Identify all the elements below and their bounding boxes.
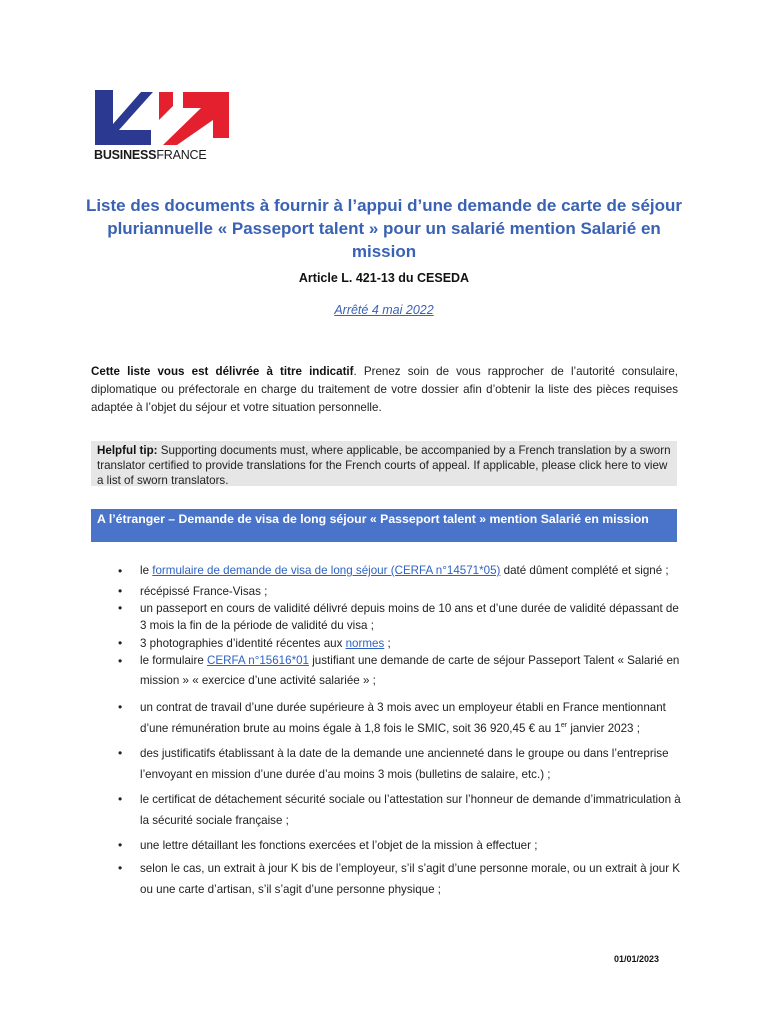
business-france-logo — [93, 88, 233, 162]
helpful-tip-box — [91, 441, 677, 486]
cerfa-14571-link[interactable]: formulaire de demande de visa de long séjour (CERFA n°14571*05) — [152, 564, 501, 577]
tip-label: Helpful tip: — [97, 444, 158, 457]
page-title: Liste des documents à fournir à l’appui d’une demande de carte de séjour pluriannuelle « Passeport talent » pour un salarié mention Salarié en mission — [85, 196, 683, 261]
section-heading: A l’étranger – Demande de visa de long séjour « Passeport talent » mention Salarié en mission — [91, 509, 677, 542]
arrete-link[interactable]: Arrêté 4 mai 2022 — [334, 303, 434, 317]
normes-link[interactable]: normes — [345, 637, 385, 650]
list-item: • un passeport en cours de validité délivré depuis moins de 10 ans et d’une durée de validité dépassant de 3 mois la fin de la période de validité du visa ; — [118, 600, 684, 634]
logo-wordmark: BUSINESSFRANCE — [94, 148, 207, 162]
article-reference: Article L. 421-13 du CESEDA — [298, 271, 470, 285]
list-item: • le certificat de détachement sécurité sociale ou l’attestation sur l’honneur de demande d’immatriculation à la sécurité sociale française ; — [118, 789, 684, 831]
tip-text: Supporting documents must, where applicable, be accompanied by a French translation by a sworn translator certified to provide translations for the French courts of appeal. If applicable, please click here to view a list of sworn translators. — [97, 444, 671, 487]
list-item: • des justificatifs établissant à la date de la demande une ancienneté dans le groupe ou dans l’entreprise l’envoyant en mission d’une durée d’au moins 3 mois (bulletins de salaire, etc.) ; — [118, 743, 684, 785]
list-item: • le formulaire de demande de visa de long séjour (CERFA n°14571*05) daté dûment complété et signé ; — [118, 562, 684, 580]
intro-paragraph: Cette liste vous est délivrée à titre indicatif. Prenez soin de vous rapprocher de l’autorité consulaire, diplomatique ou préfectorale en charge du traitement de votre dossier afin d’obtenir la liste des pièces requises adaptée à l’objet du séjour et votre situation personnelle. — [91, 365, 678, 414]
list-item: • 3 photographies d’identité récentes aux normes ; — [118, 636, 684, 651]
document-list — [118, 562, 684, 900]
list-item: • un contrat de travail d’une durée supérieure à 3 mois avec un employeur établi en France mentionnant d’une rémunération brute au moins égale à 1,8 fois le SMIC, soit 36 920,45 € au 1er janvier 2023 ; — [118, 697, 684, 739]
footer-date: 01/01/2023 — [614, 954, 660, 964]
list-item: • récépissé France-Visas ; — [118, 583, 684, 600]
list-item: • une lettre détaillant les fonctions exercées et l’objet de la mission à effectuer ; — [118, 835, 684, 856]
list-item: • selon le cas, un extrait à jour K bis de l’employeur, s’il s’agit d’une personne morale, ou un extrait à jour K ou une carte d’artisan, s’il s’agit d’une personne physique ; — [118, 858, 684, 900]
intro-bold: Cette liste vous est délivrée à titre indicatif — [91, 365, 354, 378]
cerfa-15616-link[interactable]: CERFA n°15616*01 — [207, 654, 309, 667]
logo-mark-icon — [93, 88, 233, 146]
list-item: • le formulaire CERFA n°15616*01 justifiant une demande de carte de séjour Passeport Talent « Salarié en mission » « exercice d’une activité salariée » ; — [118, 651, 684, 691]
